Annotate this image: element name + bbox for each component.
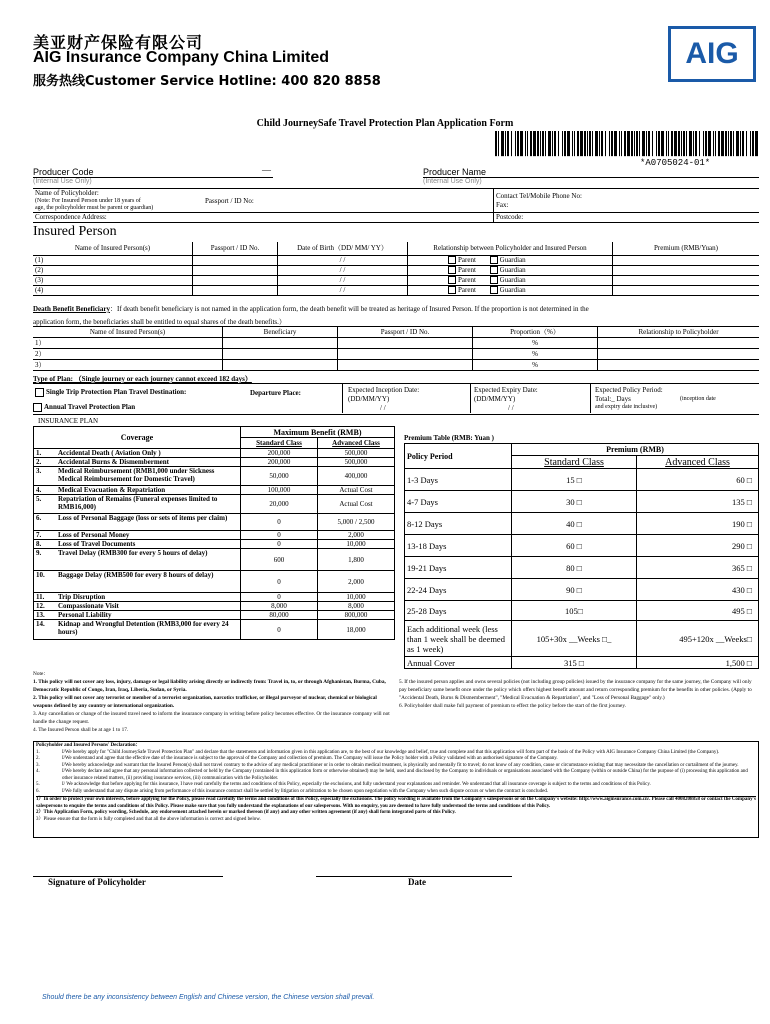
premium-period: 25-28 Days: [405, 601, 512, 621]
premium-row: [405, 535, 759, 557]
coverage-advanced: 8,000: [318, 602, 395, 611]
premium-table-title: Premium Table (RMB: Yuan ): [404, 434, 494, 442]
beneficiary-text-2: application form, the beneficiaries shall be entitled to equal shares of the death benefits.）: [33, 318, 286, 326]
insured-premium-cell[interactable]: [613, 275, 760, 285]
important-2: 2）This Application Form, policy wording, Schedule, any endorsement attached herein or marked thereon (if any) and any other written agreement (if any) shall form integrated parts of this Policy.: [36, 810, 456, 815]
declaration-item-text: I/We fully understand that any dispute arising from performance of this insurance contract shall be settled by litigation or arbitration to be chosen upon negotiation with the Company when such dispute occurs or when the contract is concluded.: [62, 788, 549, 794]
guardian-label: Guardian: [499, 275, 526, 284]
coverage-number: 5.: [34, 495, 57, 514]
premium-period: Each additional week (less than 1 week shall be deemed as 1 week): [405, 621, 512, 657]
insured-person-table: [33, 242, 759, 296]
notes-left: [33, 670, 393, 734]
parent-checkbox[interactable]: [448, 256, 456, 264]
notes-label: Note：: [33, 671, 49, 677]
parent-label: Parent: [458, 275, 476, 284]
contact-phone-label: Contact Tel/Mobile Phone No:: [496, 192, 582, 200]
correspondence-address-label: Correspondence Address:: [35, 213, 107, 221]
premium-table: [404, 443, 759, 669]
insured-premium-cell[interactable]: [613, 255, 760, 265]
coverage-name: Personal Liability: [56, 611, 241, 620]
ben-pct-cell[interactable]: %: [473, 349, 598, 360]
col-ben-relationship: Relationship to Policyholder: [598, 327, 760, 338]
inception-date-label: Expected Inception Date:: [348, 386, 420, 394]
policyholder-name-label: Name of Policyholder:: [35, 189, 99, 197]
premium-standard[interactable]: 30 □: [512, 491, 637, 513]
col-max-benefit: Maximum Benefit (RMB): [241, 427, 395, 438]
premium-standard[interactable]: 80 □: [512, 557, 637, 579]
parent-option[interactable]: [448, 266, 476, 274]
declaration-item: 6. I/We fully understand that any dispute arising from performance of this insurance contract shall be settled by litigation or arbitration to be chosen upon negotiation with the Company when such dispute occurs or when the contract is concluded.: [36, 788, 549, 794]
parent-checkbox[interactable]: [448, 286, 456, 294]
ben-pct-cell[interactable]: %: [473, 338, 598, 349]
expiry-date-slashes: / /: [508, 404, 514, 412]
col-prem-advanced: Advanced Class: [637, 456, 759, 469]
guardian-checkbox[interactable]: [490, 286, 498, 294]
coverage-number: 7.: [34, 531, 57, 540]
important-1: 1）In order to protect your own interests, before applying for the Policy, please read carefully the terms and conditions of this Policy, especially the exclusions. The policy wording is available from the Company's salespersons or on the Company's website: http://www.aiginsurance.com.cn/. Please call 4008208858 or contact the Company's salespersons to enquire the terms and conditions of this Policy. Please make sure that you fully understand the explanations of our salespersons. With no enquiry, you are deemed to have fully understood the terms and conditions of this Policy.: [36, 797, 756, 809]
coverage-standard: 50,000: [241, 467, 318, 486]
guardian-option[interactable]: [490, 276, 526, 284]
producer-code-label: Producer Code: [33, 167, 94, 177]
insured-row: [33, 255, 759, 265]
declaration-title: Policyholder and Insured Persons' Declaration：: [36, 743, 141, 748]
premium-row: [405, 557, 759, 579]
insured-passport-cell[interactable]: [193, 265, 278, 275]
coverage-standard: 20,000: [241, 495, 318, 514]
parent-checkbox[interactable]: [448, 266, 456, 274]
coverage-name: Medical Evacuation & Repatriation: [56, 486, 241, 495]
coverage-number: 12.: [34, 602, 57, 611]
insured-row-number: (3): [33, 275, 193, 285]
coverage-name: Repatriation of Remains (Funeral expenses limited to RMB16,000): [56, 495, 241, 514]
insured-dob-cell[interactable]: / /: [278, 285, 408, 295]
coverage-advanced: 800,000: [318, 611, 395, 620]
parent-option[interactable]: [448, 256, 476, 264]
premium-advanced[interactable]: 135 □: [637, 491, 759, 513]
coverage-name: Medical Reimbursement (RMB1,000 under Sickness Medical Reimbursement for Domestic Travel): [56, 467, 241, 486]
premium-advanced[interactable]: 1,500 □: [637, 657, 759, 669]
coverage-number: 1.: [34, 449, 57, 458]
coverage-row: [34, 571, 395, 593]
coverage-name: Baggage Delay (RMB500 for every 8 hours of delay): [56, 571, 241, 593]
coverage-standard: 8,000: [241, 602, 318, 611]
ben-relationship-cell[interactable]: [598, 349, 760, 360]
aig-logo: AIG: [668, 26, 756, 82]
coverage-number: 10.: [34, 571, 57, 593]
coverage-row: [34, 620, 395, 640]
premium-advanced[interactable]: 495 □: [637, 601, 759, 621]
barcode-number: *A0705024-01*: [640, 158, 711, 168]
note-6: 6. Policyholder shall make full payment of premium to effect the policy before the start of the first journey.: [399, 703, 626, 709]
producer-name-label: Producer Name: [423, 167, 487, 177]
coverage-advanced: 10,000: [318, 540, 395, 549]
coverage-standard: 80,000: [241, 611, 318, 620]
guardian-checkbox[interactable]: [490, 266, 498, 274]
important-3: 3）Please ensure that the form is fully completed and that all the above information is correct and signed below.: [36, 816, 261, 822]
coverage-number: 9.: [34, 549, 57, 571]
beneficiary-table: [33, 326, 759, 371]
coverage-standard: 200,000: [241, 458, 318, 467]
ben-row-number: 2）: [33, 349, 223, 360]
coverage-row: [34, 611, 395, 620]
col-passport: Passport / ID No.: [193, 242, 278, 255]
insured-passport-cell[interactable]: [193, 275, 278, 285]
coverage-standard: 0: [241, 620, 318, 640]
annual-plan-checkbox[interactable]: [33, 403, 42, 412]
guardian-checkbox[interactable]: [490, 256, 498, 264]
coverage-name: Trip Disruption: [56, 593, 241, 602]
coverage-standard: 0: [241, 514, 318, 531]
insured-row-number: (4): [33, 285, 193, 295]
declaration-item: 3. I/We hereby acknowledge and warrant that the Insured Person(s) shall not travel contrary to the advice of any medical practitioner or in order to obtain medical treatment, is physically and mentally fit to travel; do not know of any condition, cause or circumstance existing that may necessitate the cancellation or curtailment of the journey.: [36, 762, 739, 768]
guardian-option[interactable]: [490, 266, 526, 274]
departure-place-label: Departure Place:: [250, 389, 301, 397]
company-name-en: AIG Insurance Company China Limited: [33, 49, 330, 66]
insured-dob-cell[interactable]: / /: [278, 275, 408, 285]
premium-period: 8-12 Days: [405, 513, 512, 535]
col-insured-name: Name of Insured Person(s): [33, 242, 193, 255]
declaration-item: 1. I/We hereby apply for "Child JourneySafe Travel Protection Plan" and declare that the statements and information given in this application are, to the best of our knowledge and belief, true and complete and that this application will form part of the basis of the Policy with AIG Insurance Company China Limited (the Company).: [36, 749, 720, 755]
premium-period: 13-18 Days: [405, 535, 512, 557]
col-ben-passport: Passport / ID No.: [338, 327, 473, 338]
insured-row: [33, 265, 759, 275]
coverage-row: [34, 514, 395, 531]
col-policy-period: Policy Period: [405, 444, 512, 469]
policyholder-note-2: age, the policyholder must be parent or guardian): [35, 205, 154, 211]
declaration-item-text: I/We hereby declare and agree that any personal information collected or held by the Company (contained in this application form or otherwise obtained) may be held, used and disclosed by the Company to individuals or organisations associated with the Company (within or outside China) for the purpose of (i) processing this application and other insurance related matters, (ii) providing insurance services, (iii) communication with the Policyholder.: [62, 769, 748, 781]
note-5: 5. If the insured person applies and owns several policies (not including group policies) issued by the insurance company for the same journey, the Company will only pay beneficiary same benefit once under the policy which offers highest benefit amount and return corresponding premium for the benefits in other policies. (Apply to "Accidental Death, Burns & Dismemberment", "Medical Evacuation & Repatriation", and "Loss of Personal Baggage" only.): [399, 679, 752, 701]
premium-advanced[interactable]: 430 □: [637, 579, 759, 601]
ben-pct-cell[interactable]: %: [473, 360, 598, 371]
col-ben-proportion: Proportion（%）: [473, 327, 598, 338]
beneficiary-row: [33, 360, 759, 371]
coverage-row: [34, 449, 395, 458]
fax-label: Fax:: [496, 201, 509, 209]
coverage-row: [34, 486, 395, 495]
coverage-standard: 0: [241, 540, 318, 549]
coverage-advanced: 18,000: [318, 620, 395, 640]
policy-total-note-2: and expiry date inclusive): [595, 404, 658, 410]
premium-period: 1-3 Days: [405, 469, 512, 491]
premium-advanced[interactable]: 190 □: [637, 513, 759, 535]
col-advanced: Advanced Class: [318, 438, 395, 449]
premium-row: [405, 657, 759, 669]
coverage-name: Loss of Travel Documents: [56, 540, 241, 549]
premium-row: [405, 491, 759, 513]
premium-advanced[interactable]: 290 □: [637, 535, 759, 557]
guardian-option[interactable]: [490, 256, 526, 264]
coverage-name: Accidental Burns & Dismemberment: [56, 458, 241, 467]
coverage-number: 11.: [34, 593, 57, 602]
coverage-number: 13.: [34, 611, 57, 620]
premium-standard[interactable]: 105+30x __Weeks □_: [512, 621, 637, 657]
premium-row: [405, 579, 759, 601]
ben-passport-cell[interactable]: [338, 360, 473, 371]
coverage-number: 3.: [34, 467, 57, 486]
coverage-advanced: 10,000: [318, 593, 395, 602]
parent-option[interactable]: [448, 286, 476, 294]
ben-name-cell[interactable]: [223, 338, 338, 349]
coverage-row: [34, 495, 395, 514]
insured-passport-cell[interactable]: [193, 285, 278, 295]
postcode-label: Postcode:: [496, 213, 524, 221]
note-2: 2. This policy will not cover any terrorist or member of a terrorist organization, narcotics trafficker, or illegal purveyor of nuclear, chemical or biological weapons defined by any country or international organization.: [33, 695, 377, 709]
parent-checkbox[interactable]: [448, 276, 456, 284]
coverage-advanced: 500,000: [318, 458, 395, 467]
declaration-item-text: I/We hereby apply for "Child JourneySafe Travel Protection Plan" and declare that the statements and information given in this application are, to the best of our knowledge and belief, true and complete and that this application will form part of the basis of the Policy with AIG Insurance Company China Limited (the Company).: [62, 749, 720, 755]
premium-standard[interactable]: 315 □: [512, 657, 637, 669]
insurance-plan-label: INSURANCE PLAN: [38, 417, 99, 425]
coverage-row: [34, 458, 395, 467]
col-dob: Date of Birth（DD/ MM/ YY）: [278, 242, 408, 255]
coverage-standard: 0: [241, 531, 318, 540]
policy-total-note: (inception date: [680, 396, 716, 402]
coverage-row: [34, 540, 395, 549]
beneficiary-label: Death Benefit Beneficiary: [33, 305, 110, 313]
coverage-name: Compassionate Visit: [56, 602, 241, 611]
insured-premium-cell[interactable]: [613, 285, 760, 295]
passport-id-label: Passport / ID No:: [205, 197, 254, 205]
coverage-advanced: 5,000 / 2,500: [318, 514, 395, 531]
annual-plan-label: Annual Travel Protection Plan: [44, 403, 136, 412]
company-name-cn: 美亚财产保险有限公司: [33, 33, 204, 52]
parent-label: Parent: [458, 285, 476, 294]
signature-date-label: Date: [408, 877, 426, 887]
premium-period: 4-7 Days: [405, 491, 512, 513]
coverage-advanced: Actual Cost: [318, 495, 395, 514]
insured-passport-cell[interactable]: [193, 255, 278, 265]
premium-period: 19-21 Days: [405, 557, 512, 579]
form-title: Child JourneySafe Travel Protection Plan Application Form: [256, 118, 514, 129]
inception-date-format: (DD/MM/YY): [348, 395, 390, 403]
col-coverage: Coverage: [34, 427, 241, 449]
guardian-label: Guardian: [499, 255, 526, 264]
beneficiary-row: [33, 349, 759, 360]
policy-period-label: Expected Policy Period:: [595, 386, 663, 394]
coverage-advanced: 2,000: [318, 571, 395, 593]
coverage-name: Travel Delay (RMB300 for every 5 hours of delay): [56, 549, 241, 571]
declaration-item: 4. I/We hereby declare and agree that any personal information collected or held by the Company (contained in this application form or otherwise obtained) may be held, used and disclosed by the Company to individuals or organisations associated with the Company (within or outside China) for the purpose of (i) processing this application and other insurance related matters, (ii) providing insurance services, (iii) communication with the Policyholder.: [36, 769, 756, 782]
premium-advanced[interactable]: 60 □: [637, 469, 759, 491]
insured-row: [33, 275, 759, 285]
premium-row: [405, 469, 759, 491]
coverage-name: Accidental Death ( Aviation Only ): [56, 449, 241, 458]
insured-row-number: (1): [33, 255, 193, 265]
single-trip-label: Single Trip Protection Plan Travel Destination:: [46, 388, 187, 397]
ben-name-cell[interactable]: [223, 360, 338, 371]
guardian-option[interactable]: [490, 286, 526, 294]
coverage-name: Loss of Personal Baggage (loss or sets of items per claim): [56, 514, 241, 531]
ben-relationship-cell[interactable]: [598, 360, 760, 371]
barcode: [495, 131, 759, 163]
premium-advanced[interactable]: 495+120x __Weeks□: [637, 621, 759, 657]
insured-premium-cell[interactable]: [613, 265, 760, 275]
insured-dob-cell[interactable]: / /: [278, 255, 408, 265]
coverage-row: [34, 531, 395, 540]
premium-standard[interactable]: 105□: [512, 601, 637, 621]
col-premium: Premium (RMB/Yuan): [613, 242, 760, 255]
coverage-row: [34, 593, 395, 602]
premium-row: [405, 513, 759, 535]
note-4: 4. The Insured Person shall be at age 1 to 17.: [33, 727, 129, 733]
note-3: 3. Any cancellation or change of the insured travel need to inform the insurance company in writing before policy becomes effective. Or the insurance company will not handle the change request.: [33, 711, 390, 725]
ben-row-number: 3）: [33, 360, 223, 371]
ben-name-cell[interactable]: [223, 349, 338, 360]
guardian-label: Guardian: [499, 265, 526, 274]
declaration-item-text: I/ We acknowledge that before applying for this insurance, I have read carefully the terms and conditions of this Policy, especially the exclusions, and fully understand your explanations and reminder. We understand that all insurance coverage is subject to the terms and conditions of this Policy.: [62, 782, 651, 787]
guardian-checkbox[interactable]: [490, 276, 498, 284]
coverage-standard: 600: [241, 549, 318, 571]
declaration-box: [33, 741, 759, 838]
coverage-row: [34, 467, 395, 486]
col-ben-insured: Name of Insured Person(s): [33, 327, 223, 338]
premium-row: [405, 601, 759, 621]
parent-option[interactable]: [448, 276, 476, 284]
producer-name-note: (Internal Use Only): [423, 178, 482, 185]
declaration-item: 5. I/ We acknowledge that before applying for this insurance, I have read carefully the terms and conditions of this Policy, especially the exclusions, and fully understand your explanations and reminder. We understand that all insurance coverage is subject to the terms and conditions of this Policy.: [36, 782, 651, 787]
coverage-advanced: 1,800: [318, 549, 395, 571]
plan-type-label: Type of Plan: （Single journey or each journey cannot exceed 182 days）: [33, 375, 252, 383]
declaration-item: 2. I/We understand and agree that the effective date of the insurance is subject to the approval of the Company and collection of premium. The Company will issue the Policy holder with a Policy validated with an authorised signature of the Company.: [36, 756, 558, 761]
coverage-table: [33, 426, 395, 640]
coverage-row: [34, 549, 395, 571]
ben-row-number: 1）: [33, 338, 223, 349]
coverage-name: Loss of Personal Money: [56, 531, 241, 540]
single-trip-checkbox[interactable]: [35, 388, 44, 397]
ben-relationship-cell[interactable]: [598, 338, 760, 349]
coverage-standard: 0: [241, 593, 318, 602]
footer-disclaimer: Should there be any inconsistency between English and Chinese version, the Chinese version shall prevail.: [42, 994, 375, 1001]
note-1: 1. This policy will not cover any loss, injury, damage or legal liability arising directly or indirectly from: Travel in, to, or through Afghanistan, Burma, Cuba, Democratic Republic of Congo, Iran, Iraq, Liberia, Sudan, or Syria.: [33, 679, 386, 693]
premium-standard[interactable]: 15 □: [512, 469, 637, 491]
coverage-number: 6.: [34, 514, 57, 531]
parent-label: Parent: [458, 265, 476, 274]
inception-date-slashes: / /: [380, 404, 386, 412]
guardian-label: Guardian: [499, 285, 526, 294]
insured-row: [33, 285, 759, 295]
parent-label: Parent: [458, 255, 476, 264]
notes-right: [399, 678, 759, 710]
col-standard: Standard Class: [241, 438, 318, 449]
coverage-name: Kidnap and Wrongful Detention (RMB3,000 for every 24 hours): [56, 620, 241, 640]
coverage-number: 14.: [34, 620, 57, 640]
col-premium-rmb: Premium (RMB): [512, 444, 759, 456]
col-relationship: Relationship between Policyholder and Insured Person: [408, 242, 613, 255]
policy-total-days: Total:_ Days: [595, 395, 631, 403]
premium-standard[interactable]: 90 □: [512, 579, 637, 601]
coverage-advanced: Actual Cost: [318, 486, 395, 495]
signature-policyholder-label: Signature of Policyholder: [48, 877, 146, 887]
premium-period: Annual Cover: [405, 657, 512, 669]
single-trip-option[interactable]: [35, 388, 186, 397]
coverage-number: 8.: [34, 540, 57, 549]
declaration-item-text: I/We understand and agree that the effective date of the insurance is subject to the approval of the Company and collection of premium. The Company will issue the Policy holder with a Policy validated with an authorised signature of the Company.: [62, 756, 558, 761]
coverage-standard: 200,000: [241, 449, 318, 458]
coverage-advanced: 500,000: [318, 449, 395, 458]
coverage-advanced: 400,000: [318, 467, 395, 486]
premium-row: [405, 621, 759, 657]
coverage-advanced: 2,000: [318, 531, 395, 540]
expiry-date-label: Expected Expiry Date:: [474, 386, 538, 394]
col-prem-standard: Standard Class: [512, 456, 637, 469]
annual-plan-option[interactable]: [33, 403, 135, 412]
customer-hotline: 服务热线Customer Service Hotline: 400 820 8858: [33, 74, 381, 89]
premium-standard[interactable]: 60 □: [512, 535, 637, 557]
ben-passport-cell[interactable]: [338, 338, 473, 349]
premium-period: 22-24 Days: [405, 579, 512, 601]
producer-code-note: (Internal Use Only): [33, 178, 92, 185]
premium-advanced[interactable]: 365 □: [637, 557, 759, 579]
coverage-standard: 100,000: [241, 486, 318, 495]
premium-standard[interactable]: 40 □: [512, 513, 637, 535]
coverage-number: 4.: [34, 486, 57, 495]
expiry-date-format: (DD/MM/YY): [474, 395, 516, 403]
insured-person-heading: Insured Person: [33, 224, 117, 239]
policyholder-note-1: (Note: For Insured Person under 18 years of: [35, 198, 141, 204]
beneficiary-row: [33, 338, 759, 349]
ben-passport-cell[interactable]: [338, 349, 473, 360]
insured-dob-cell[interactable]: / /: [278, 265, 408, 275]
producer-code-separator: —: [262, 165, 271, 175]
declaration-item-text: I/We hereby acknowledge and warrant that the Insured Person(s) shall not travel contrary to the advice of any medical practitioner or in order to obtain medical treatment, is physically and mentally fit to travel; do not know of any condition, cause or circumstance existing that may necessitate the cancellation or curtailment of the journey.: [62, 762, 739, 768]
coverage-standard: 0: [241, 571, 318, 593]
col-ben-name: Beneficiary: [223, 327, 338, 338]
insured-row-number: (2): [33, 265, 193, 275]
coverage-row: [34, 602, 395, 611]
beneficiary-text-1: ：If death benefit beneficiary is not named in the application form, the death benefit will be treated as heritage of Insured Person. If the proportion is not determined in the: [109, 305, 589, 313]
coverage-number: 2.: [34, 458, 57, 467]
